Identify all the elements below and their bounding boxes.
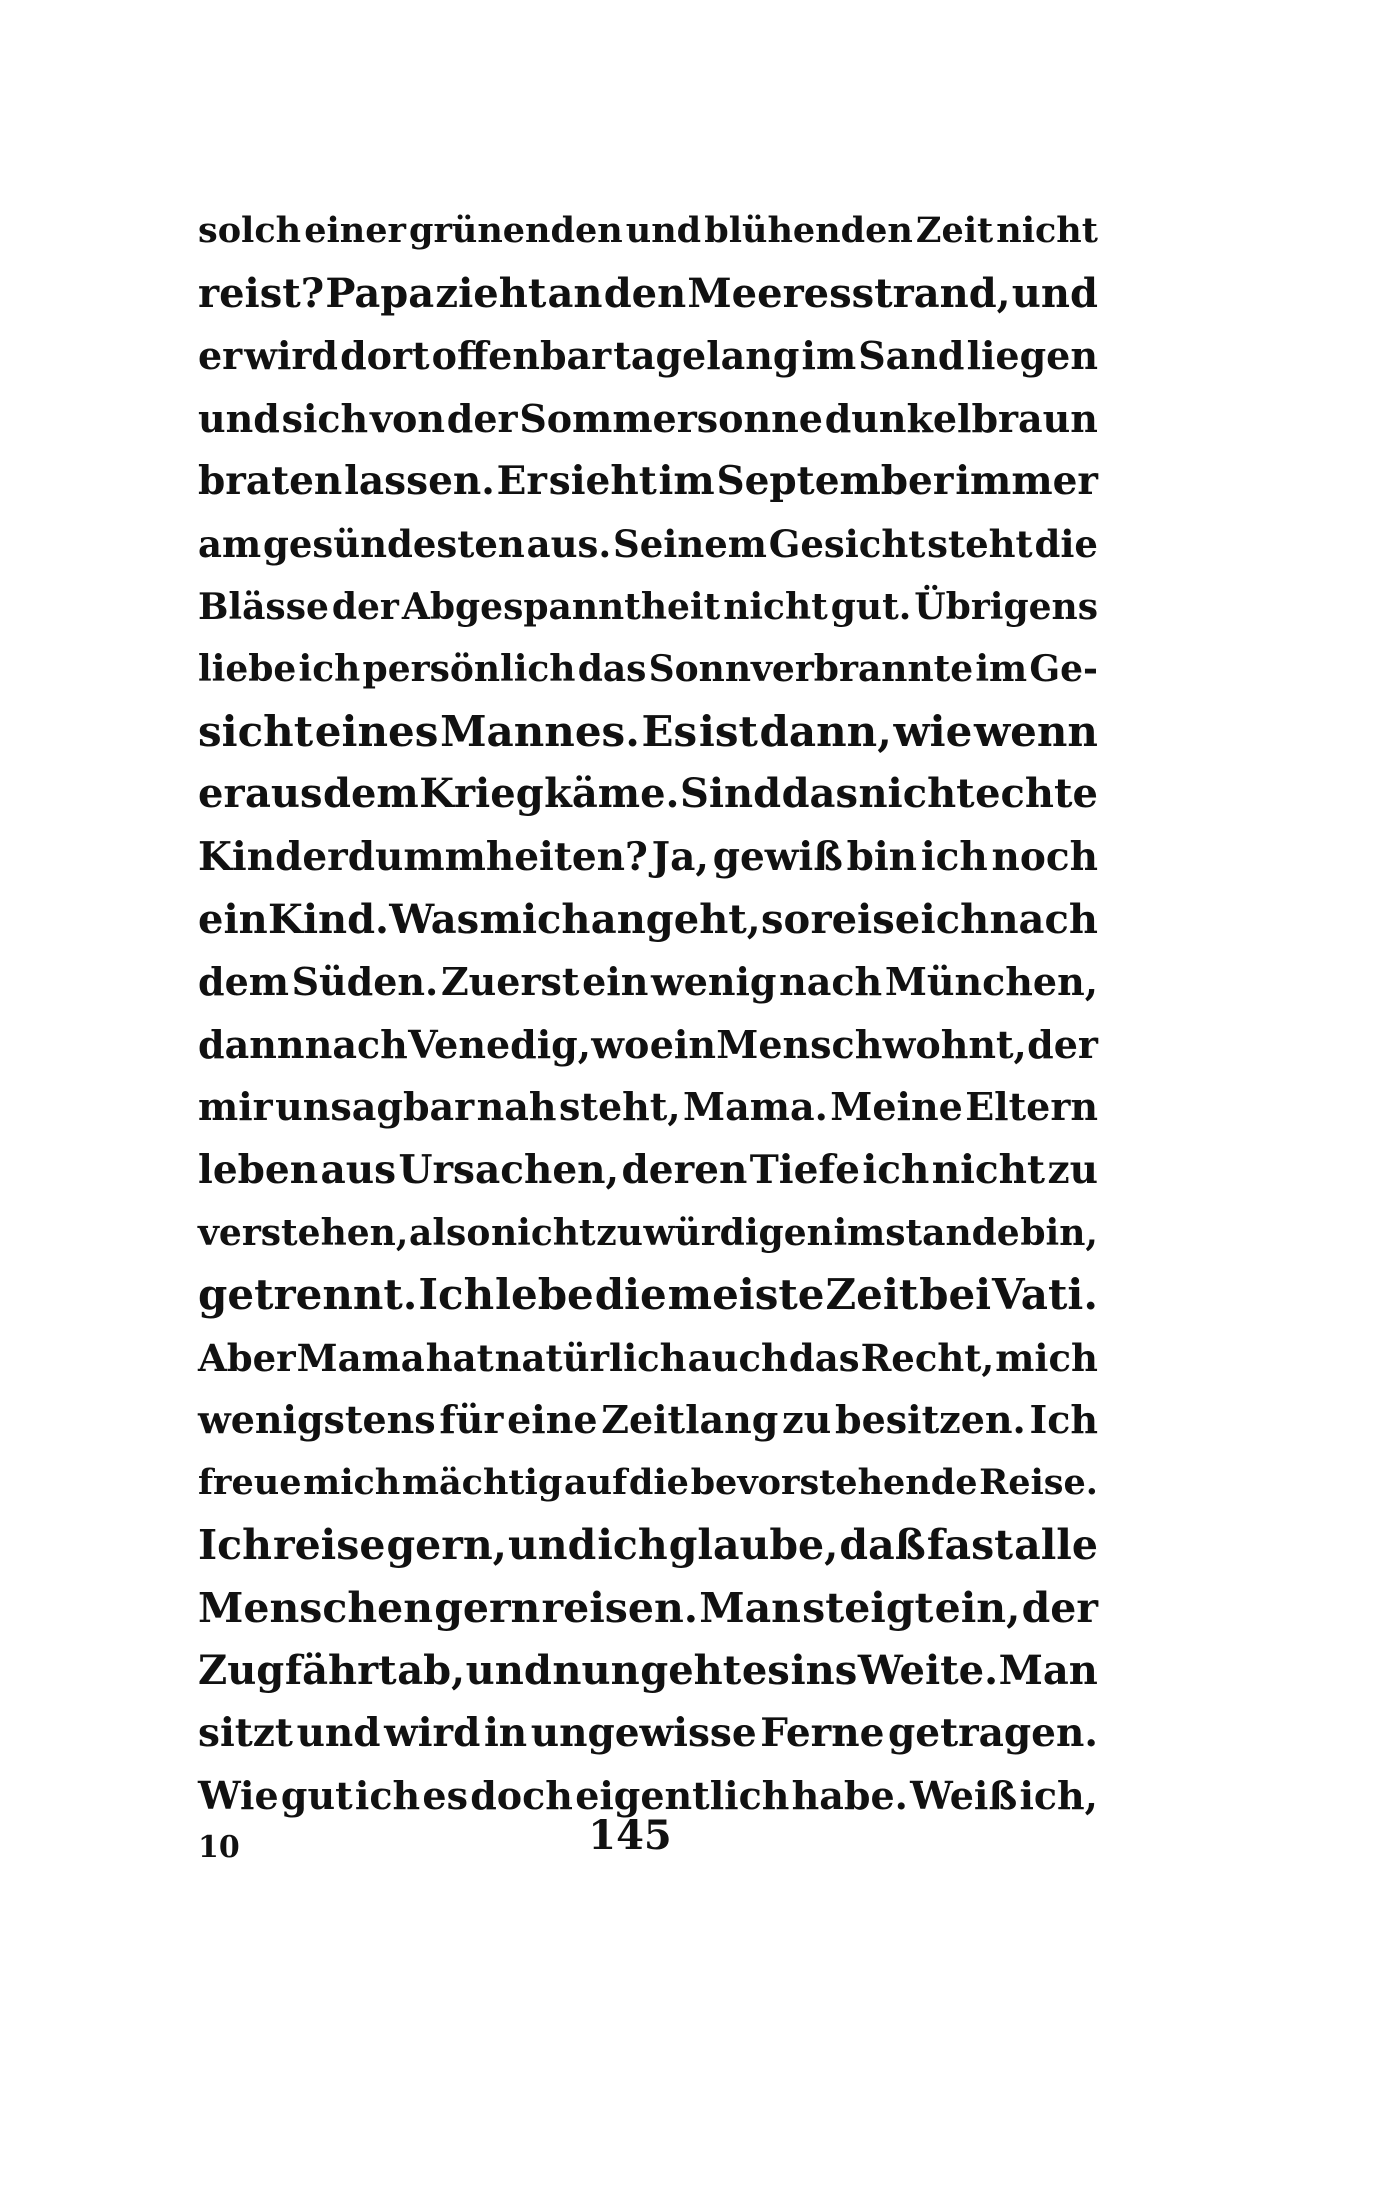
word: eigentlich [575, 1772, 790, 1818]
word: aus [245, 770, 323, 818]
word: Zeit [825, 1270, 919, 1320]
text-line [198, 1389, 1098, 1452]
word: und [296, 1710, 381, 1757]
word: das [781, 770, 858, 818]
word: ich [862, 1146, 930, 1193]
word: auf [564, 1461, 628, 1503]
word: Sand [858, 333, 965, 379]
word: in [483, 1710, 528, 1757]
word: nah [476, 1084, 557, 1130]
word: nun [552, 1646, 640, 1694]
word: reise [810, 895, 921, 943]
word: Tiefe [749, 1146, 860, 1193]
word: für [439, 1397, 504, 1443]
word: solch [198, 210, 302, 251]
word: bevorstehende [690, 1461, 978, 1503]
word: Abgespanntheit [401, 585, 721, 628]
word: sieht [548, 458, 657, 505]
word: dort [340, 333, 430, 379]
word: Venedig, [408, 1021, 591, 1067]
word: auch [687, 1335, 788, 1380]
word: eines [314, 706, 439, 756]
text-line [198, 701, 1098, 764]
word: besitzen. [835, 1397, 1026, 1443]
word: nach [304, 1021, 408, 1067]
word: braten [198, 458, 343, 505]
word: bin [846, 833, 918, 880]
word: die [594, 1270, 667, 1320]
word: gut. [830, 585, 912, 628]
word: im [658, 458, 715, 505]
word: ich [920, 833, 988, 880]
word: der [1027, 1021, 1098, 1067]
word: Es [641, 706, 698, 756]
word: im [975, 648, 1028, 691]
word: tagelang [613, 333, 800, 379]
word: mächtig [401, 1461, 563, 1503]
text-line [198, 1702, 1098, 1765]
word: eine [507, 1397, 598, 1443]
word: Man [699, 1584, 801, 1633]
text-line [198, 513, 1098, 576]
word: lebe [495, 1270, 594, 1320]
word: Meine [830, 1084, 963, 1130]
word: sitzt [198, 1710, 293, 1757]
word: steht [927, 521, 1033, 566]
word: Zeitlang [601, 1397, 779, 1443]
word: Weite. [857, 1646, 998, 1694]
word: September [716, 458, 954, 505]
word: Süden. [291, 959, 439, 1005]
word: wenn [974, 706, 1098, 756]
word: die [628, 1461, 689, 1503]
word: grünenden [408, 210, 623, 251]
word: ist [698, 706, 758, 756]
word: Kind. [268, 895, 389, 943]
word: Zeit [915, 210, 994, 251]
word: Weiß [910, 1772, 1018, 1818]
word: steht, [559, 1084, 681, 1130]
word: gern, [386, 1521, 507, 1570]
word: ich [354, 1772, 421, 1818]
word: gern [434, 1584, 541, 1633]
word: im [801, 333, 857, 379]
word: ich, [1019, 1772, 1098, 1818]
word: sicht [198, 706, 314, 756]
text-line [198, 1076, 1098, 1139]
text-line [198, 1202, 1098, 1265]
word: Mensch [716, 1021, 883, 1067]
word: Er [496, 458, 547, 505]
word: daß [839, 1521, 926, 1570]
word: Seinem [613, 521, 767, 566]
word: nicht [723, 585, 828, 628]
text-line [198, 1327, 1098, 1390]
word: deren [621, 1146, 748, 1193]
word: zu [596, 1211, 643, 1254]
word: der [446, 395, 518, 441]
word: Meeresstrand, [687, 269, 1011, 317]
word: gesündesten [262, 521, 525, 566]
page-number: 145 [588, 1812, 672, 1859]
text-line [198, 263, 1098, 326]
text-line [198, 1640, 1098, 1703]
word: so [761, 895, 811, 943]
word: verstehen, [198, 1211, 409, 1254]
word: Krieg [419, 770, 544, 818]
word: Sonnverbrannte [648, 648, 974, 691]
text-line [198, 576, 1098, 639]
word: reisen. [541, 1584, 699, 1633]
word: Ja, [651, 833, 709, 880]
word: Mama [296, 1335, 425, 1380]
word: getrennt. [198, 1270, 418, 1320]
word: der [1021, 1584, 1098, 1633]
word: das [788, 1335, 860, 1380]
word: freue [198, 1461, 302, 1503]
page-footer [0, 1812, 1380, 1872]
word: ein [582, 959, 649, 1005]
word: wird [384, 1710, 481, 1757]
word: Übrigens [914, 585, 1098, 628]
word: Eltern [965, 1084, 1098, 1130]
word: Mannes. [440, 706, 640, 756]
word: habe. [791, 1772, 908, 1818]
word: einer [304, 210, 406, 251]
word: dem [323, 770, 419, 818]
word: nicht [858, 770, 975, 818]
word: wohnt, [882, 1021, 1027, 1067]
word: wo [591, 1021, 650, 1067]
text-line [198, 763, 1098, 826]
word: wie [893, 706, 973, 756]
word: unsagbar [275, 1084, 475, 1130]
text-line [198, 1514, 1098, 1577]
word: zu [1047, 1146, 1098, 1193]
word: ich [298, 648, 361, 691]
word: ein [198, 895, 268, 943]
word: Man [998, 1646, 1098, 1694]
word: Ursachen, [398, 1146, 620, 1193]
word: Ge- [1029, 648, 1098, 691]
word: Kinderdummheiten? [198, 833, 648, 880]
word: immer [955, 458, 1098, 505]
word: also [409, 1211, 491, 1254]
word: wenig [650, 959, 777, 1005]
word: alle [1014, 1521, 1098, 1570]
word: nicht [491, 1211, 596, 1254]
word: Papa [325, 269, 435, 317]
word: fährt [284, 1646, 397, 1694]
word: nicht [931, 1146, 1046, 1193]
word: er [198, 770, 245, 818]
word: und [625, 210, 702, 251]
word: geht [640, 1646, 742, 1694]
word: Was [389, 895, 480, 943]
word: Ferne [760, 1710, 885, 1757]
word: ab, [397, 1646, 466, 1694]
word: bei [919, 1270, 992, 1320]
word: Ich [198, 1521, 272, 1570]
text-line [198, 1014, 1098, 1077]
word: und [1011, 269, 1098, 317]
word: ich [920, 895, 990, 943]
word: leben [198, 1146, 319, 1193]
signature-mark: 10 [198, 1830, 240, 1865]
word: nach [989, 895, 1098, 943]
word: bin, [1020, 1211, 1098, 1254]
word: es [741, 1646, 790, 1694]
text-line [198, 1139, 1098, 1202]
word: offenbar [431, 333, 612, 379]
word: Menschen [198, 1584, 434, 1633]
word: dunkelbraun [824, 395, 1098, 441]
text-line [198, 450, 1098, 513]
word: Sind [679, 770, 782, 818]
word: er [198, 333, 243, 379]
word: Recht, [860, 1335, 995, 1380]
word: reist? [198, 269, 325, 317]
word: blühenden [704, 210, 913, 251]
word: Blässe [198, 585, 329, 628]
word: mich [995, 1335, 1098, 1380]
word: von [369, 395, 446, 441]
word: käme. [544, 770, 680, 818]
word: meiste [667, 1270, 825, 1320]
word: Aber [198, 1335, 296, 1380]
word: imstande [833, 1211, 1020, 1254]
word: mich [479, 895, 591, 943]
word: wenigstens [198, 1397, 436, 1443]
word: aus [320, 1146, 397, 1193]
word: mich [303, 1461, 401, 1503]
word: ins [790, 1646, 858, 1694]
text-line [198, 826, 1098, 889]
word: nach [779, 959, 883, 1005]
word: natürlich [494, 1335, 687, 1380]
text-line [198, 1577, 1098, 1640]
word: sich [281, 395, 369, 441]
word: doch [470, 1772, 573, 1818]
word: Ich [1029, 1397, 1098, 1443]
word: aus. [526, 521, 612, 566]
word: der [331, 585, 399, 628]
word: zieht [435, 269, 547, 317]
word: München, [884, 959, 1098, 1005]
word: hat [425, 1335, 494, 1380]
word: Vati. [992, 1270, 1098, 1320]
word: wird [244, 333, 339, 379]
word: getragen. [888, 1710, 1098, 1757]
word: Wie [198, 1772, 279, 1818]
word: am [198, 521, 262, 566]
word: gut [280, 1772, 353, 1818]
word: lassen. [344, 458, 495, 505]
word: würdigen [643, 1211, 833, 1254]
word: die [1034, 521, 1098, 566]
word: Reise. [979, 1461, 1098, 1503]
word: steigt [802, 1584, 934, 1633]
text-line [198, 200, 1098, 263]
word: gewiß [712, 833, 843, 880]
word: den [603, 269, 687, 317]
word: zu [782, 1397, 832, 1443]
text-line [198, 889, 1098, 952]
word: Mama. [683, 1084, 828, 1130]
word: ich [597, 1521, 668, 1570]
word: mir [198, 1084, 273, 1130]
word: es [422, 1772, 468, 1818]
word: glaube, [668, 1521, 839, 1570]
word: und [198, 395, 280, 441]
word: Zug [198, 1646, 285, 1694]
text-line [198, 1264, 1098, 1327]
word: echte [975, 770, 1098, 818]
word: angeht, [590, 895, 761, 943]
word: an [547, 269, 603, 317]
text-line [198, 325, 1098, 388]
word: liebe [198, 648, 297, 691]
text-line [198, 1452, 1098, 1515]
word: dann [198, 1021, 305, 1067]
word: reise [273, 1521, 386, 1570]
word: dem [198, 959, 289, 1005]
word: noch [991, 833, 1098, 880]
text-line [198, 951, 1098, 1014]
word: fast [926, 1521, 1014, 1570]
text-line [198, 388, 1098, 451]
word: Zuerst [440, 959, 580, 1005]
word: ungewisse [530, 1710, 757, 1757]
word: persönlich [362, 648, 576, 691]
word: das [577, 648, 647, 691]
word: und [507, 1521, 597, 1570]
text-line [198, 638, 1098, 701]
word: liegen [966, 333, 1098, 379]
word: Gesicht [768, 521, 926, 566]
word: ein, [934, 1584, 1021, 1633]
word: nicht [996, 210, 1098, 251]
word: und [465, 1646, 552, 1694]
word: Ich [418, 1270, 495, 1320]
word: Sommersonne [519, 395, 823, 441]
word: dann, [759, 706, 892, 756]
word: ein [649, 1021, 716, 1067]
body-text [198, 200, 1098, 1827]
